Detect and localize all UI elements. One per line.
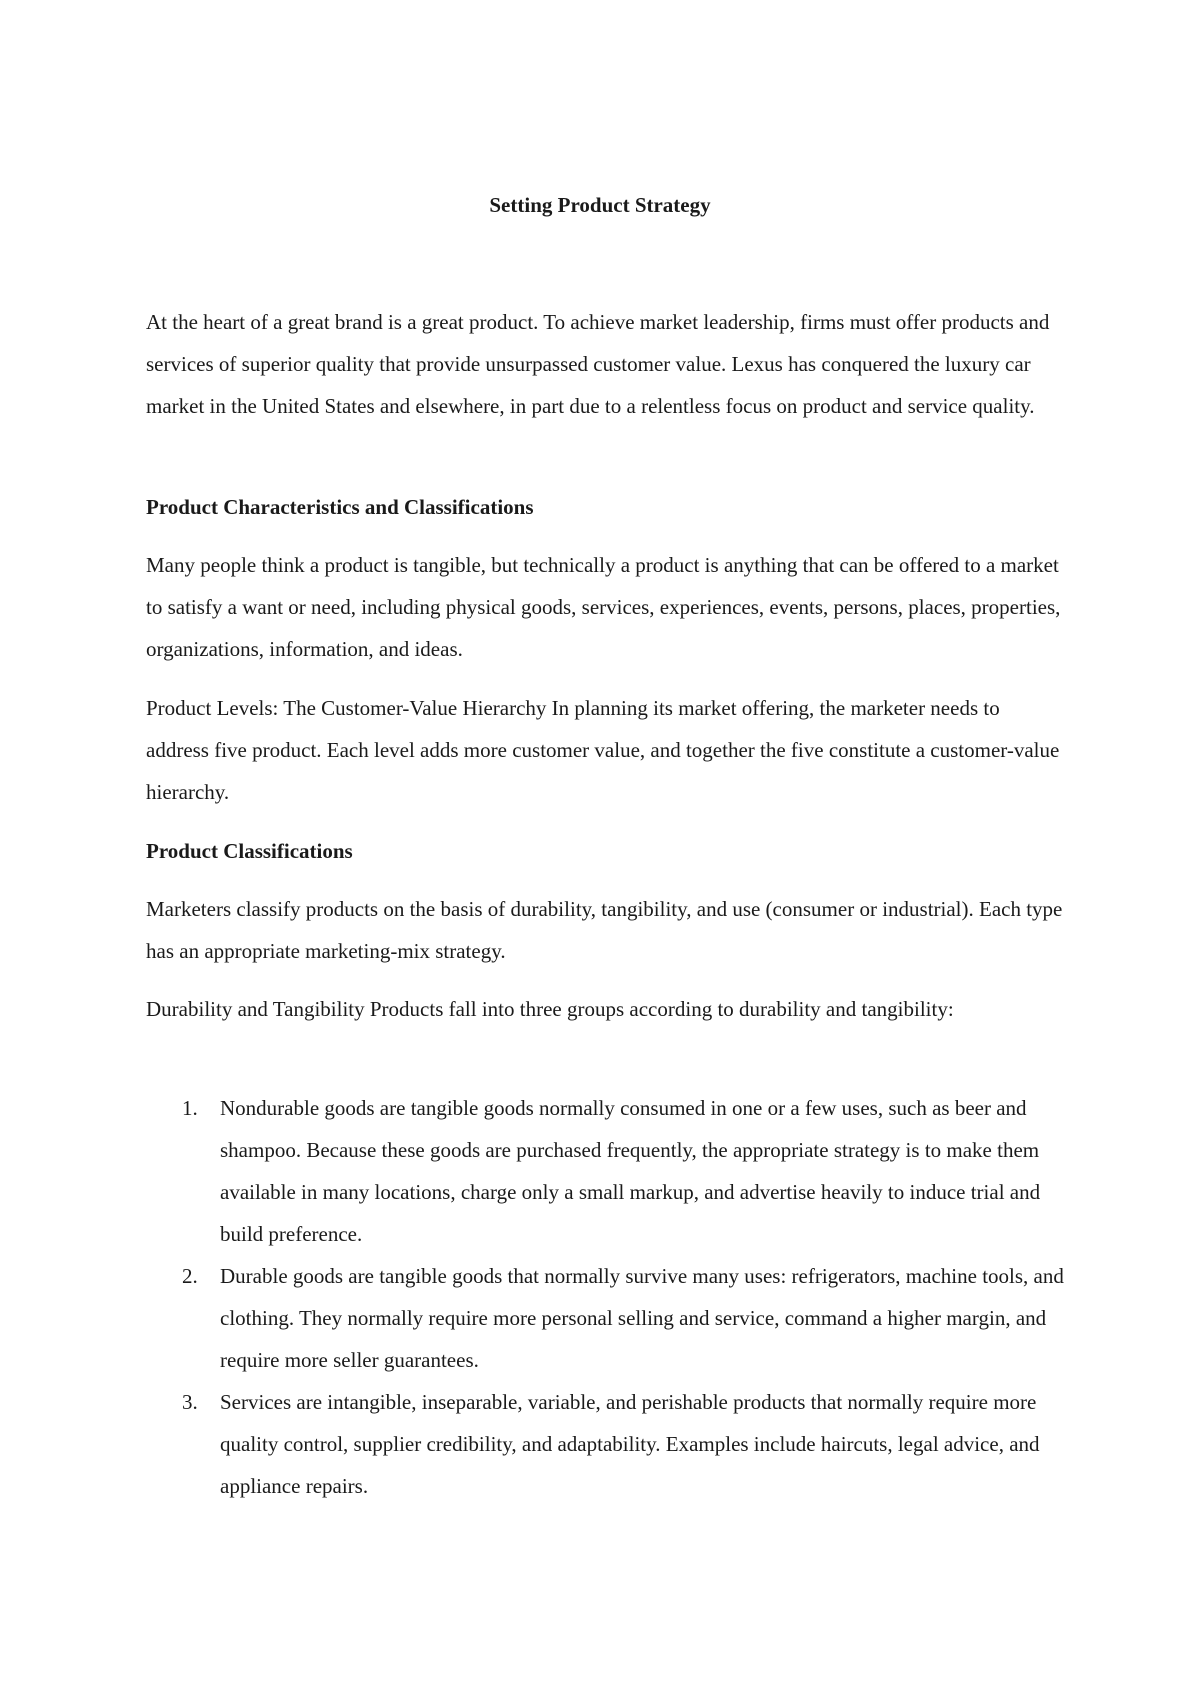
durability-paragraph: Durability and Tangibility Products fall into three groups according to durability and tangibility:: [146, 997, 954, 1021]
list-item-text: Nondurable goods are tangible goods normally consumed in one or a few uses, such as beer and shampoo. Because these goods are purchased frequently, the appropriate strategy is to make them available in many locations, charge only a small markup, and advertise heavily to induce trial and build preference.: [220, 1096, 1041, 1246]
list-item: [146, 1381, 1086, 1507]
classify-paragraph: Marketers classify products on the basis of durability, tangibility, and use (consumer or industrial). Each type has an appropriate marketing-mix strategy.: [146, 897, 1063, 963]
list-item: [146, 1255, 1086, 1381]
list-item: [146, 1087, 1086, 1255]
intro-paragraph: At the heart of a great brand is a great product. To achieve market leadership, firms must offer products and services of superior quality that provide unsurpassed customer value. Lexus has conquered the luxury car market in the United States and elsewhere, in part due to a relentless focus on product and service quality.: [146, 310, 1050, 418]
list-item-text: Services are intangible, inseparable, variable, and perishable products that normally require more quality control, supplier credibility, and adaptability. Examples include haircuts, legal advice, and appliance repairs.: [220, 1390, 1040, 1498]
list-item-number: 2.: [182, 1264, 198, 1288]
characteristics-paragraph: Many people think a product is tangible, but technically a product is anything that can be offered to a market to satisfy a want or need, including physical goods, services, experiences, events, persons, places, properties, organizations, information, and ideas.: [146, 553, 1061, 661]
section-heading-classifications: Product Classifications: [146, 839, 353, 863]
document-title: Setting Product Strategy: [489, 193, 711, 217]
list-item-number: 3.: [182, 1390, 198, 1414]
goods-types-list: [146, 1087, 1086, 1507]
product-levels-paragraph: Product Levels: The Customer-Value Hierarchy In planning its market offering, the marketer needs to address five product. Each level adds more customer value, and together the five constitute a customer-value hierarchy.: [146, 696, 1060, 804]
section-heading-characteristics: Product Characteristics and Classifications: [146, 495, 534, 519]
list-item-number: 1.: [182, 1096, 198, 1120]
list-item-text: Durable goods are tangible goods that normally survive many uses: refrigerators, machine tools, and clothing. They normally require more personal selling and service, command a higher margin, and require more seller guarantees.: [220, 1264, 1064, 1372]
